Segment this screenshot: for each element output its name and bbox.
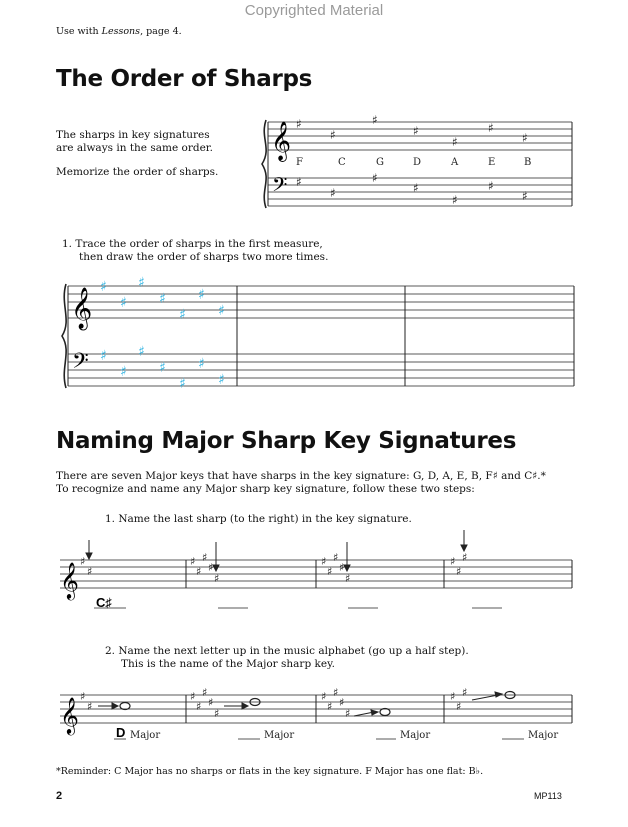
svg-text:♯: ♯: [196, 700, 202, 713]
svg-text:♯: ♯: [462, 686, 468, 699]
svg-text:♯: ♯: [80, 690, 86, 703]
svg-text:♯: ♯: [345, 707, 351, 720]
svg-text:♯: ♯: [218, 372, 225, 388]
major-label: Major: [130, 730, 161, 741]
major-label: Major: [264, 730, 295, 741]
svg-text:♯: ♯: [202, 686, 208, 699]
step1-text: 1. Name the last sharp (to the right) in the key signature.: [105, 513, 412, 525]
svg-text:♯: ♯: [452, 135, 458, 149]
svg-text:♯: ♯: [456, 700, 462, 713]
svg-text:♯: ♯: [296, 117, 302, 131]
svg-text:♯: ♯: [87, 700, 93, 713]
reference-sharps-treble: [296, 113, 528, 149]
svg-text:♯: ♯: [198, 287, 205, 303]
svg-text:♯: ♯: [413, 124, 419, 138]
svg-text:♯: ♯: [196, 565, 202, 578]
svg-text:♯: ♯: [339, 561, 345, 574]
svg-text:♯: ♯: [120, 295, 127, 311]
svg-text:♯: ♯: [327, 700, 333, 713]
svg-text:♯: ♯: [159, 360, 166, 376]
svg-text:♯: ♯: [190, 690, 196, 703]
sharp-letter: D: [413, 157, 422, 168]
section-title-order-of-sharps: The Order of Sharps: [56, 66, 313, 92]
svg-text:♯: ♯: [333, 551, 339, 564]
svg-text:♯: ♯: [522, 189, 528, 203]
reminder-footnote: *Reminder: C Major has no sharps or flats in the key signature. F Major has one flat: B♭.: [56, 766, 484, 777]
svg-text:♯: ♯: [159, 291, 166, 307]
svg-text:♯: ♯: [100, 348, 107, 364]
exercise-brace: [62, 284, 66, 388]
svg-text:♯: ♯: [488, 179, 494, 193]
sharp-letter: B: [524, 157, 532, 168]
reference-sharps-bass: [296, 171, 528, 207]
step2-treble-clef-icon: 𝄞: [60, 696, 79, 734]
svg-text:♯: ♯: [138, 344, 145, 360]
step1-staff[interactable]: [58, 530, 578, 615]
svg-text:♯: ♯: [321, 555, 327, 568]
exercise1-instructions: 1. Trace the order of sharps in the first measure, then draw the order of sharps two more times.: [62, 238, 329, 263]
major-label: Major: [528, 730, 559, 741]
sharp-letter: F: [296, 157, 303, 168]
sharp-letter: E: [488, 157, 496, 168]
exercise-treble-clef-icon: 𝄞: [71, 288, 93, 329]
treble-clef-icon: 𝄞: [271, 121, 292, 161]
step2-sharps: [80, 686, 467, 720]
svg-text:♯: ♯: [208, 696, 214, 709]
svg-text:♯: ♯: [372, 171, 378, 185]
svg-text:♯: ♯: [452, 193, 458, 207]
sharp-letter: A: [451, 157, 459, 168]
section-title-naming-major-sharp-keys: Naming Major Sharp Key Signatures: [56, 428, 517, 454]
exercise1-staff[interactable]: [60, 274, 578, 402]
svg-text:♯: ♯: [214, 572, 220, 585]
svg-text:♯: ♯: [138, 275, 145, 291]
section2-intro: There are seven Major keys that have sharps in the key signature: G, D, A, E, B, F♯ and C♯.* To recognize and name any Major sharp key signature, follow these two steps:: [56, 470, 546, 495]
step2-example-answer: D: [116, 725, 126, 740]
svg-text:♯: ♯: [87, 565, 93, 578]
svg-text:♯: ♯: [372, 113, 378, 127]
page-number: 2: [56, 790, 63, 802]
svg-text:♯: ♯: [413, 181, 419, 195]
step1-sharps: [80, 551, 467, 585]
svg-text:♯: ♯: [339, 696, 345, 709]
sharp-letter: G: [376, 157, 384, 168]
brace: [262, 120, 266, 208]
traced-sharps-treble: [100, 275, 225, 323]
svg-text:♯: ♯: [450, 555, 456, 568]
svg-text:♯: ♯: [214, 707, 220, 720]
use-with-note: Use with Lessons, page 4.: [56, 26, 182, 37]
step1-down-arrow-icons: [86, 530, 467, 571]
step2-right-arrow-icons: [98, 692, 502, 716]
svg-text:♯: ♯: [120, 364, 127, 380]
svg-text:♯: ♯: [198, 356, 205, 372]
svg-text:♯: ♯: [218, 303, 225, 319]
exercise-bass-clef-icon: 𝄢: [72, 349, 89, 379]
intro-text: The sharps in key signatures are always in the same order. Memorize the order of sharps.: [56, 129, 219, 178]
svg-text:♯: ♯: [202, 551, 208, 564]
svg-text:♯: ♯: [179, 376, 186, 392]
traced-sharps-bass: [100, 344, 225, 392]
product-code: MP113: [534, 791, 562, 801]
copyright-watermark: Copyrighted Material: [244, 2, 384, 19]
bass-clef-icon: 𝄢: [272, 173, 288, 201]
step1-treble-clef-icon: 𝄞: [60, 561, 79, 599]
svg-text:♯: ♯: [462, 551, 468, 564]
svg-text:♯: ♯: [456, 565, 462, 578]
order-of-sharps-staff: [258, 108, 578, 214]
exercise-barlines: [68, 286, 574, 386]
svg-text:♯: ♯: [327, 565, 333, 578]
svg-text:♯: ♯: [208, 561, 214, 574]
svg-text:♯: ♯: [345, 572, 351, 585]
step2-staff[interactable]: [58, 685, 578, 757]
major-label: Major: [400, 730, 431, 741]
svg-text:♯: ♯: [321, 690, 327, 703]
sharp-letter: C: [338, 157, 346, 168]
svg-text:♯: ♯: [179, 307, 186, 323]
svg-text:♯: ♯: [80, 555, 86, 568]
svg-text:♯: ♯: [330, 186, 336, 200]
step1-example-answer: C♯: [96, 595, 112, 610]
svg-text:♯: ♯: [522, 131, 528, 145]
svg-text:♯: ♯: [296, 175, 302, 189]
svg-text:♯: ♯: [330, 128, 336, 142]
svg-text:♯: ♯: [450, 690, 456, 703]
svg-text:♯: ♯: [190, 555, 196, 568]
svg-text:♯: ♯: [100, 279, 107, 295]
svg-text:♯: ♯: [488, 121, 494, 135]
step2-text: 2. Name the next letter up in the music alphabet (go up a half step). This is the name of the Major sharp key.: [105, 645, 469, 670]
svg-text:♯: ♯: [333, 686, 339, 699]
